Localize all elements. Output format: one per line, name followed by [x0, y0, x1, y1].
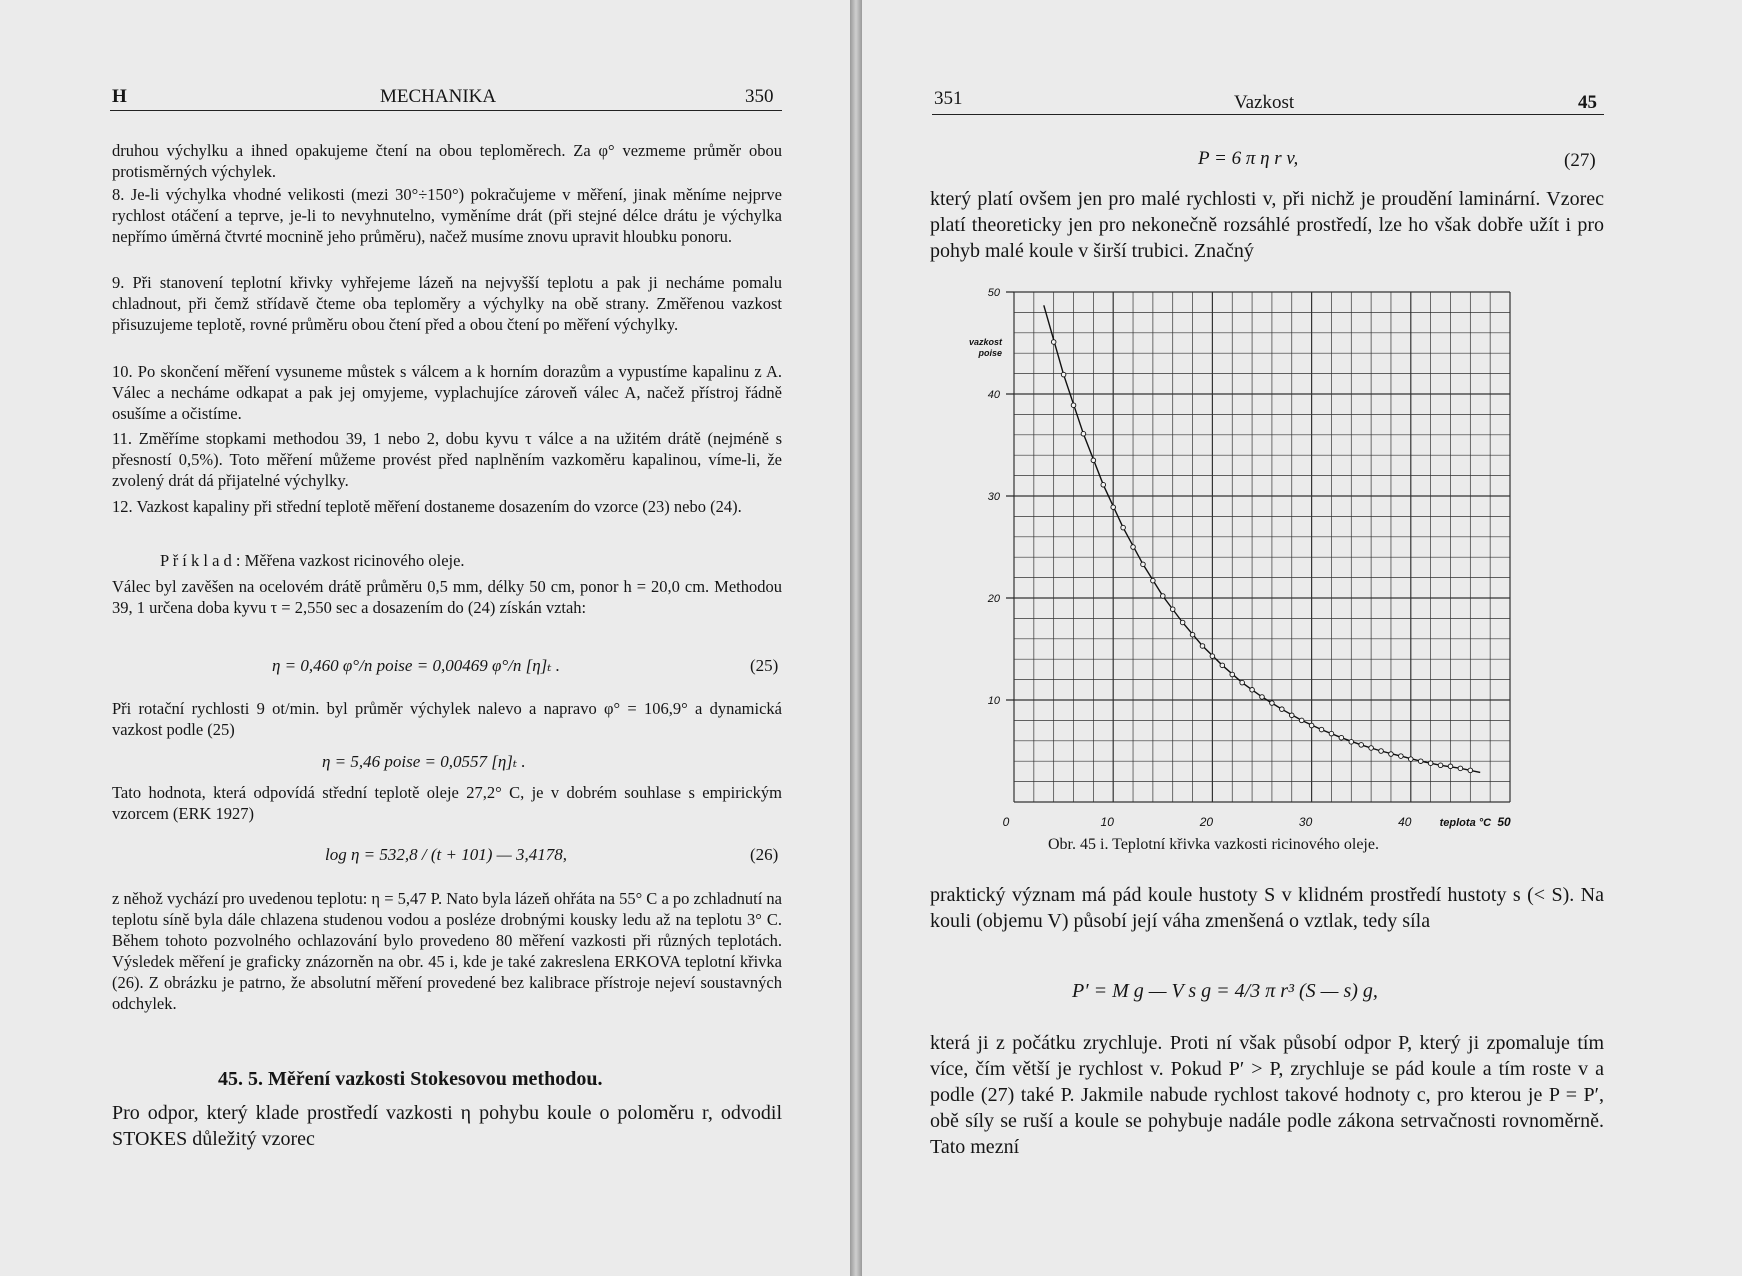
data-point — [1299, 718, 1304, 723]
x-tick-label: 30 — [1298, 815, 1313, 829]
data-point — [1428, 761, 1433, 766]
section-number: 45 — [1578, 92, 1597, 113]
paragraph-r1: který platí ovšem jen pro malé rychlosti v, při nichž je proudění laminární. Vzorec platí theoreticky jen pro nekonečně rozsáhlé prostředí, lze ho však dobře užít i pro pohyb malé koule v širší trubici. Značný — [930, 188, 1604, 262]
data-point — [1339, 735, 1344, 740]
data-point — [1220, 663, 1225, 668]
data-point — [1409, 757, 1414, 762]
x-tick-label: 50 — [1497, 815, 1511, 829]
data-point — [1458, 766, 1463, 771]
paragraph-p11: 11. Změříme stopkami methodou 39, 1 nebo 2, dobu kyvu τ válce a na užitém drátě (nejméně s přesností 0,5%). Toto měření můžeme provést před naplněním vazkoměru kapalinou, víme-li, že zvolený drát dá přijatelné výchylky. — [112, 429, 782, 490]
data-point — [1161, 594, 1166, 599]
data-point — [1151, 578, 1156, 583]
data-point — [1438, 763, 1443, 768]
paragraph-p16: z něhož vychází pro uvedenou teplotu: η = 5,47 P. Nato byla lázeň ohřáta na 55° C a po zchladnutí na teplotu síně byla dále chlazena studenou vodou a posléze drobnými kousky ledu až na teplotu 3° C. Během tohoto pozvolného ochlazování bylo provedeno 80 měření vazkosti při různých teplotách. Výsledek měření je graficky znázorněn na obr. 45 i, kde je také zakreslena ERKOVA teplotní křivka (26). Z obrázku je patrno, že absolutní měření provedené bez kalibrace přístroje nejeví soustavných odchylek. — [112, 889, 782, 1013]
paragraph-p10: 10. Po skončení měření vysuneme můstek s válcem a k horním dorazům a vypustíme kapalinu z A. Válec a necháme odkapat a pak jej omyjeme, vyplachujíce zároveň válec A, načež přístroj řádně osušíme a očistíme. — [112, 362, 782, 423]
data-point — [1200, 644, 1205, 649]
data-point — [1091, 458, 1096, 463]
data-point — [1081, 431, 1086, 436]
header-letter: H — [112, 86, 127, 107]
y-tick-label: 40 — [987, 389, 1000, 401]
data-point — [1131, 545, 1136, 550]
paragraph-p14: Při rotační rychlosti 9 ot/min. byl průměr výchylek nalevo a napravo φ° = 106,9° a dynamická vazkost podle (25) — [112, 699, 782, 739]
data-point — [1190, 632, 1195, 637]
section-heading: 45. 5. Měření vazkosti Stokesovou methodou. — [218, 1068, 603, 1090]
x-axis-label: teplota °C — [1439, 817, 1492, 829]
data-point — [1121, 525, 1126, 530]
data-point — [1289, 713, 1294, 718]
page-number: 351 — [934, 88, 963, 109]
data-point — [1379, 749, 1384, 754]
paragraph-p1: druhou výchylku a ihned opakujeme čtení na obou teploměrech. Za φ° vezmeme průměr obou protisměrných výchylek. — [112, 141, 782, 181]
data-point — [1329, 731, 1334, 736]
data-point — [1359, 743, 1364, 748]
right-page — [862, 0, 1742, 1276]
data-point — [1309, 723, 1314, 728]
running-title: Vazkost — [1234, 92, 1295, 113]
empirical-curve — [1044, 305, 1480, 772]
equation-force: P′ = M g — V s g = 4/3 π r³ (S — s) g, — [1072, 980, 1378, 1002]
y-tick-label: 50 — [987, 287, 1000, 299]
data-point — [1051, 340, 1056, 345]
paragraph-p9: 9. Při stanovení teplotní křivky vyhřejeme lázeň na nejvyšší teplotu a pak ji necháme pomalu chladnout, při čemž střídavě čteme oba teploměry a výchylky na obě strany. Změřenou vazkost přisuzujeme teplotě, rovné průměru obou čtení před a obou čtení po měření výchylky. — [112, 273, 782, 334]
data-point — [1369, 746, 1374, 751]
data-point — [1270, 701, 1275, 706]
figure-caption: Obr. 45 i. Teplotní křivka vazkosti ricinového oleje. — [1048, 836, 1379, 853]
book-gutter — [850, 0, 862, 1276]
data-point — [1260, 695, 1265, 700]
y-tick-label: 20 — [987, 593, 1000, 605]
data-point — [1448, 764, 1453, 769]
y-tick-label: 10 — [987, 695, 1000, 707]
data-point — [1180, 620, 1185, 625]
paragraph-p8: 8. Je-li výchylka vhodné velikosti (mezi 30°÷150°) pokračujeme v měření, jinak měníme nejprve rychlost otáčení a teprve, je-li to nevyhnutelno, vyměníme drát (při stejné délce drátu je výchylka nepřímo úměrná čtvrté mocnině jeho průměru), načež musíme znovu upravit hloubku ponoru. — [112, 185, 782, 246]
x-tick-label: 40 — [1398, 815, 1412, 829]
x-tick-label: 20 — [1199, 815, 1214, 829]
equation-26-number: (26) — [750, 845, 779, 864]
y-tick-label: 30 — [987, 491, 1000, 503]
header-rule — [110, 110, 782, 111]
y-axis-label-line1: vazkost — [968, 337, 1002, 347]
example-label: P ř í k l a d : Měřena vazkost ricinového oleje. — [160, 551, 465, 570]
data-point — [1101, 482, 1106, 487]
viscosity-chart — [862, 0, 1742, 830]
data-point — [1111, 505, 1116, 510]
data-point — [1319, 727, 1324, 732]
paragraph-r3: která ji z počátku zrychluje. Proti ní však působí odpor P, který ji zpomaluje tím více, čím větší je rychlost v. Pokud P′ > P, zrychluje se pád koule a tím roste v a podle (27) také P. Jakmile nabude rychlost takové hodnoty c, pro kterou je P = P′, obě síly se ruší a koule se pohybuje nadále podle zákona setrvačnosti rovnoměrně. Tato mezní — [930, 1032, 1604, 1158]
data-point — [1240, 680, 1245, 685]
data-point — [1280, 707, 1285, 712]
data-point — [1170, 607, 1175, 612]
paragraph-p15: Tato hodnota, která odpovídá střední teplotě oleje 27,2° C, je v dobrém souhlase s empirickým vzorcem (ERK 1927) — [112, 783, 782, 823]
data-point — [1389, 752, 1394, 757]
equation-25-number: (25) — [750, 656, 779, 675]
equation-26: log η = 532,8 / (t + 101) — 3,4178, — [325, 845, 567, 864]
equation-value: η = 5,46 poise = 0,0557 [η]ₜ . — [322, 752, 526, 771]
paragraph-p12: 12. Vazkost kapaliny při střední teplotě měření dostaneme dosazením do vzorce (23) nebo (24). — [112, 497, 742, 516]
equation-27-number: (27) — [1564, 150, 1596, 171]
data-point — [1418, 759, 1423, 764]
left-page — [0, 0, 850, 1276]
equation-27: P = 6 π η r v, — [1198, 148, 1299, 169]
data-point — [1250, 688, 1255, 693]
data-point — [1210, 654, 1215, 659]
paragraph-p13: Válec byl zavěšen na ocelovém drátě průměru 0,5 mm, délky 50 cm, ponor h = 20,0 cm. Methodou 39, 1 určena doba kyvu τ = 2,550 sec a dosazením do (24) získán vztah: — [112, 577, 782, 617]
x-tick-label: 0 — [1002, 815, 1010, 829]
data-point — [1061, 372, 1066, 377]
y-axis-label-line2: poise — [978, 348, 1002, 358]
data-point — [1141, 562, 1146, 567]
data-point — [1071, 403, 1076, 408]
data-point — [1399, 754, 1404, 759]
paragraph-r2: praktický význam má pád koule hustoty S v klidném prostředí hustoty s (< S). Na kouli (objemu V) působí její váha zmenšená o vztlak, tedy síla — [930, 884, 1604, 932]
data-point — [1349, 740, 1354, 745]
equation-25: η = 0,460 φ°/n poise = 0,00469 φ°/n [η]ₜ . — [272, 656, 560, 675]
paragraph-p17: Pro odpor, který klade prostředí vazkosti η pohybu koule o poloměru r, odvodil STOKES důležitý vzorec — [112, 1102, 782, 1150]
x-tick-label: 10 — [1100, 815, 1114, 829]
running-title: MECHANIKA — [380, 86, 497, 107]
data-point — [1230, 672, 1235, 677]
page-number: 350 — [745, 86, 774, 107]
data-point — [1468, 768, 1473, 773]
